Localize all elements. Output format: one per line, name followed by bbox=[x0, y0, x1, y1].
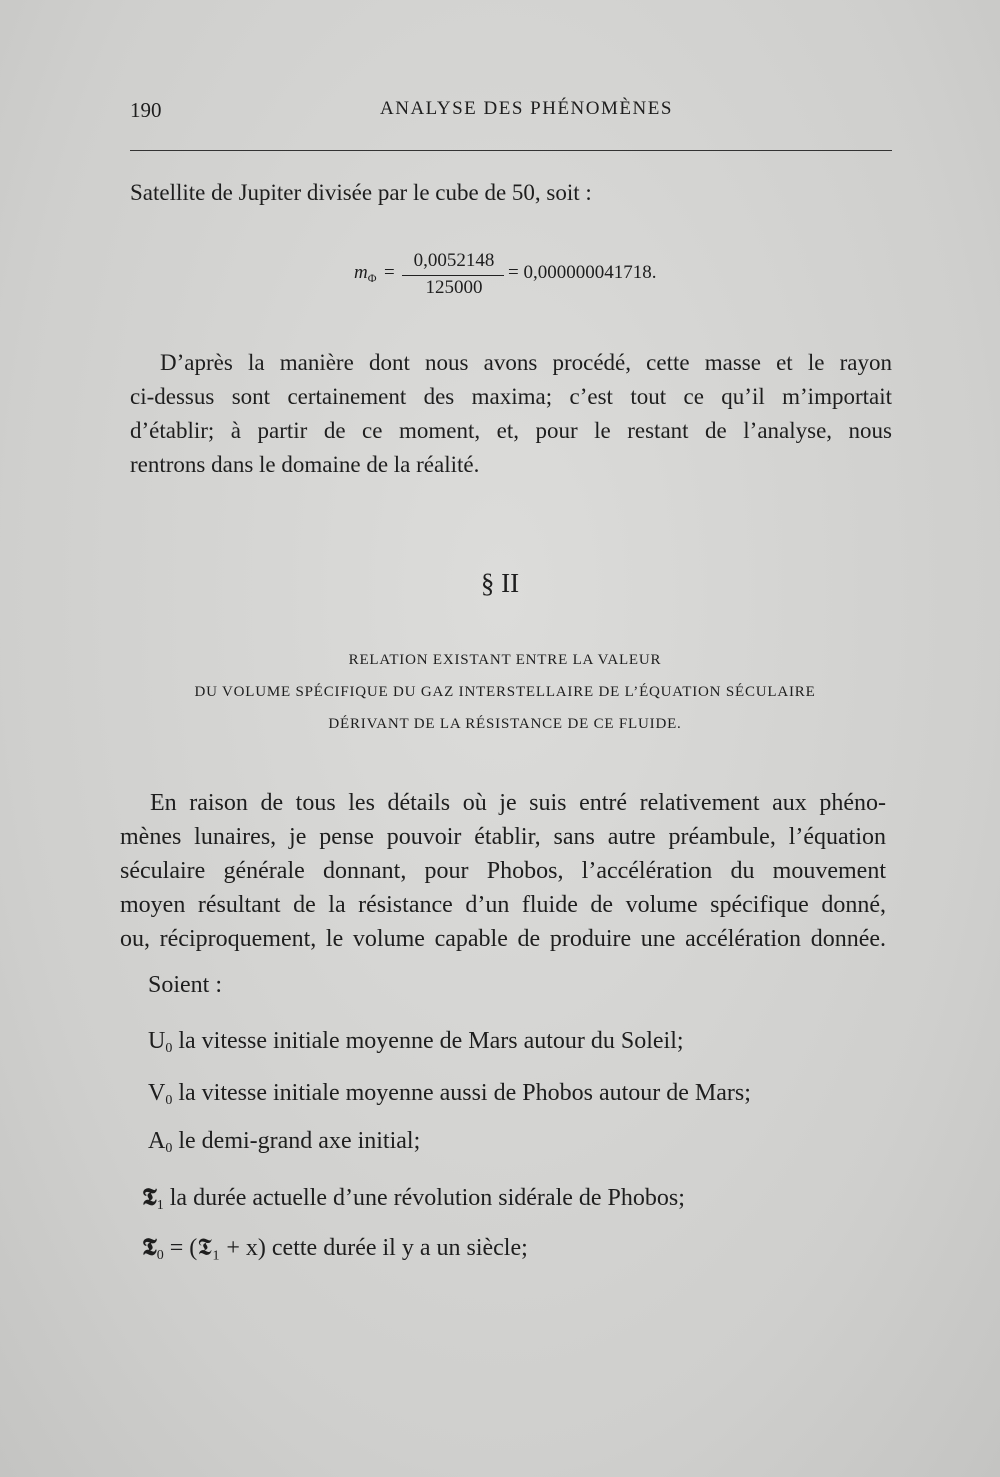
paragraph2-line: moyen résultant de la résistance d’un fluide de volume spécifique donné, bbox=[120, 892, 886, 918]
formula-numerator: 0,0052148 bbox=[413, 250, 495, 271]
section-title-line: RELATION EXISTANT ENTRE LA VALEUR bbox=[348, 652, 662, 668]
paragraph1-line: rentrons dans le domaine de la réalité. bbox=[130, 452, 480, 477]
running-head bbox=[0, 98, 1000, 128]
paragraph2-line: ou, réciproquement, le volume capable de produire une accélération donnée. bbox=[120, 926, 886, 952]
definition-t0: 𝕿$_0$ = (𝕿₁ + x) cette durée il y a un siècle; bbox=[142, 1232, 528, 1263]
definition-u0: $U_0$ la vitesse initiale moyenne de Mars autour du Soleil; bbox=[148, 1028, 684, 1056]
formula-lhs: $m_\Phi$ bbox=[354, 262, 377, 285]
section-title-line: DU VOLUME SPÉCIFIQUE DU GAZ INTERSTELLAIRE DE L’ÉQUATION SÉCULAIRE bbox=[194, 684, 816, 700]
paragraph1-line: ci-dessus sont certainement des maxima; c’est tout ce qu’il m’importait bbox=[130, 384, 892, 409]
mass-formula bbox=[354, 248, 674, 300]
paragraph2-line: séculaire générale donnant, pour Phobos, l’accélération du mouvement bbox=[120, 858, 886, 884]
soient-label: Soient : bbox=[148, 972, 223, 998]
formula-result: = 0,000000041718. bbox=[508, 262, 657, 283]
formula-denominator: 125000 bbox=[425, 277, 483, 298]
intro-line: Satellite de Jupiter divisée par le cube de 50, soit : bbox=[130, 180, 592, 205]
definition-v0: $V_0$ la vitesse initiale moyenne aussi de Phobos autour de Mars; bbox=[148, 1080, 751, 1108]
section-title-line: DÉRIVANT DE LA RÉSISTANCE DE CE FLUIDE. bbox=[328, 716, 682, 732]
definition-a0: $A_0$ le demi-grand axe initial; bbox=[148, 1128, 421, 1156]
running-title: ANALYSE DES PHÉNOMÈNES bbox=[380, 98, 673, 119]
paragraph2-line: En raison de tous les détails où je suis entré relativement aux phéno- bbox=[150, 790, 886, 816]
page-number: 190 bbox=[130, 98, 162, 122]
fraction-bar bbox=[402, 275, 504, 276]
paragraph1-line: d’établir; à partir de ce moment, et, pour le restant de l’analyse, nous bbox=[130, 418, 892, 443]
paragraph1-line: D’après la manière dont nous avons procédé, cette masse et le rayon bbox=[160, 350, 892, 375]
definition-t1: 𝕿$_1$ la durée actuelle d’une révolution sidérale de Phobos; bbox=[142, 1182, 685, 1213]
header-rule bbox=[130, 150, 892, 151]
section-mark: § II bbox=[480, 568, 520, 598]
paragraph2-line: mènes lunaires, je pense pouvoir établir, sans autre préambule, l’équation bbox=[120, 824, 886, 850]
formula-equals: = bbox=[384, 262, 395, 283]
